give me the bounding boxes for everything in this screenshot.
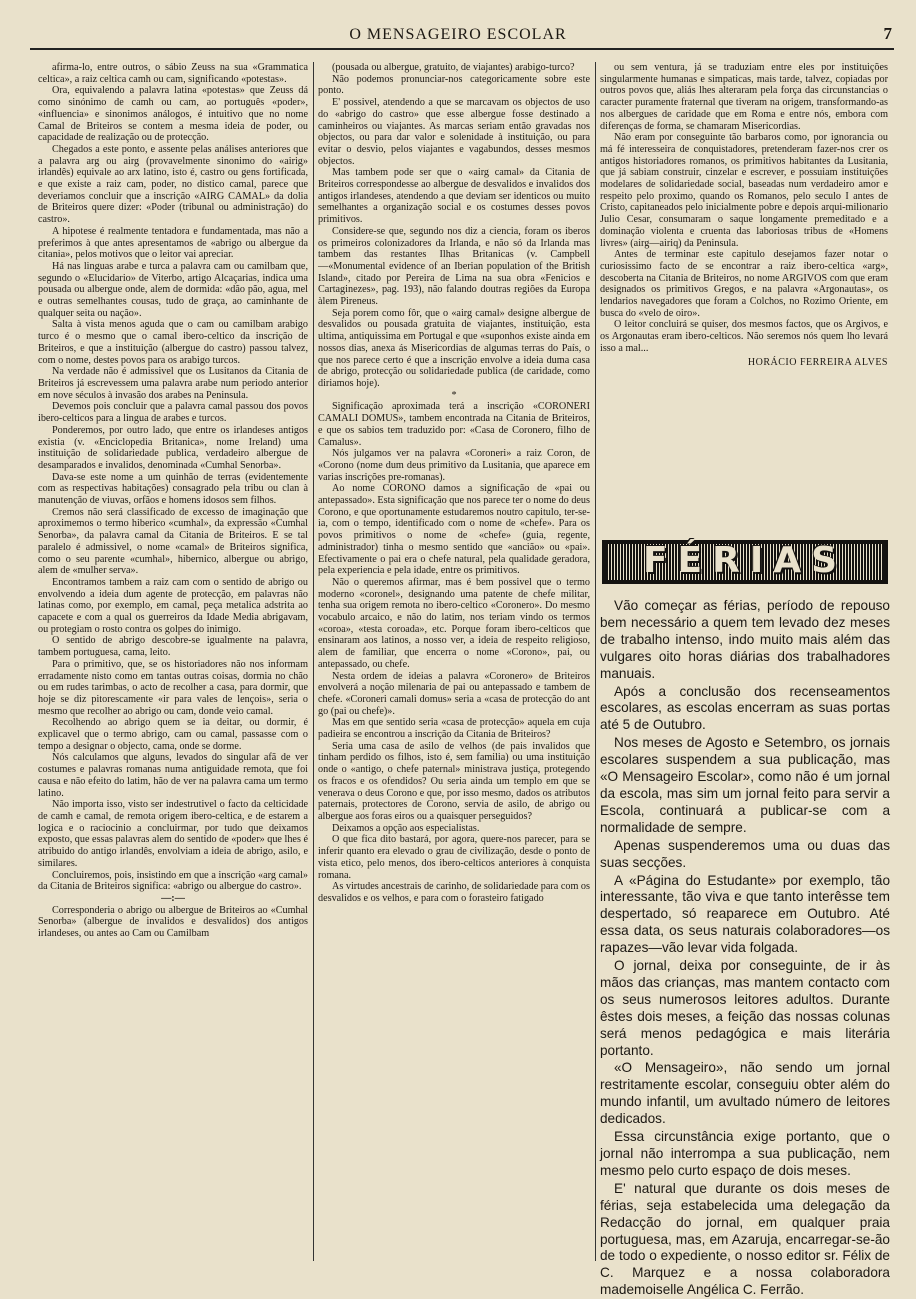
page-number: 7 [883, 24, 892, 43]
paragraph: O que fica dito bastará, por agora, quere-nos parecer, para se inferir quanto era elevado o grau de civilização, desde o ponto de vista etico, pelo menos, dos ibero-celticos anteriores à conquista romana. [318, 834, 590, 881]
paragraph: O jornal, deixa por conseguinte, de ir às mãos das crianças, mas mantem contacto com os seus numerosos leitores adultos. Durante êstes dois meses, a feição das nossas colunas será menos pedagógica e mais literária portanto. [600, 958, 890, 1058]
paragraph: Não eram por conseguinte tão barbaros como, por ignorancia ou má fé interesseira de conquistadores, pretenderam fazer-nos crer os antigos historiadores romanos, os primitivos habitantes da Lusitania, que já sabiam construir, cinzelar e escrever, e possuiam instituições modelares de solidariedade social, baseadas num verdadeiro amor e respeito pelo proximo, quando os Romanos, pelo seculo I antes de Cristo, capitaneados pelo inicialmente pobre e depois arqui-milionario Julio Cesar, consumaram o saque longamente premeditado e a dominação violenta e cruenta das laboriosas tribus de «Homens livres» (airg—airiq) da Peninsula. [600, 132, 888, 249]
paragraph: Nós calculamos que alguns, levados do singular afã de ver costumes e palavras romanas numa antiguidade remota, que foi causa e não efeito do latim, hão de ver na palavra cama um termo latino. [38, 752, 308, 799]
paragraph: Recolhendo ao abrigo quem se ia deitar, ou dormir, é explicavel que o termo abrigo, cam ou camal, passasse com o tempo a designar o objecto, cama, onde se dorme. [38, 717, 308, 752]
paragraph: O sentido de abrigo descobre-se igualmente na palavra, tambem portuguesa, cama, leito. [38, 635, 308, 659]
paragraph: Seja porem como fôr, que o «airg camal» designe albergue de desvalidos ou pousada gratuita de viajantes, instituição, esta ultima, antiquissima em Portugal e que «suponhos existe ainda em nossos dias, anexa ás Misericordias de algumas terras do País, o que nos parece certo é que a inscrição envolve a ideia duma casa de abrigo, protecção ou solidariedade publica (de caridade, como diriamos hoje). [318, 307, 590, 389]
paragraph: Nesta ordem de ideias a palavra «Coronero» de Briteiros envolverá a noção milenaria de pai ou antepassado e tambem de chefe. «Coroneri camali domus» seria a «casa de protecção do ant go (pai ou chefe)». [318, 670, 590, 717]
paragraph: Há nas linguas arabe e turca a palavra cam ou camilbam que, segundo o «Elucidario» de Viterbo, artigo Alcaçarias, indica uma pousada ou albergue onde, alem de dormida: «dão pão, agua, mel e outras semelhantes cousas, tudo de graça, ao caminhante de qualquer seita ou nação». [38, 260, 308, 319]
paragraph: Cremos não será classificado de excesso de imaginação que aproximemos o termo hiberico «cumhal», da expressão «Cumhal Senorba», da palavra camal da Citania de Briteiros. E se tal paralelo é admissivel, o nome «camal» de Briteiros significa, como o seu parente «cumhal», hibernico, albergue ou abrigo, alem de «mulher serva». [38, 506, 308, 577]
paragraph: Antes de terminar este capitulo desejamos fazer notar o curiosissimo facto de se encontrar a raiz ibero-celtica «arg», descoberta na Citania de Briteiros, no nome ARGIVOS com que eram designados os primitivos Gregos, e na palavra «Argonautas», os lendarios navegadores que foram a Colchos, no Rozimo Oriente, em busca do «velo de oiro». [600, 249, 888, 319]
paragraph: A «Página do Estudante» por exemplo, tão interessante, tão viva e que tanto interêsse tem despertado, só reaparece em Outubro. Até essa data, os seus naturais colaboradores—os rapazes—vão levar vida folgada. [600, 872, 890, 956]
paragraph: Não o queremos afirmar, mas é bem possivel que o termo moderno «coronel», designando uma patente de chefe militar, tenha sua origem remota no ibero-celtico «Coronero». Do mesmo vocabulo arcaico, e não do latim, nos teriam vindo os termos «coroa», «testa coroada», etc. Porque foram ibero-celticos que ensinaram aos latinos, a nosso ver, a ideia de respeito religioso, alem de familiar, que encerra o nome «Corono», pai, ou antepassado, ou chefe. [318, 576, 590, 670]
paragraph: Essa circunstância exige portanto, que o jornal não interrompa a sua publicação, nem mesmo pelo curto espaço de dois meses. [600, 1129, 890, 1178]
header-rule [30, 48, 894, 50]
paragraph: Nós julgamos ver na palavra «Coroneri» a raiz Coron, de «Corono (nome dum deus primitivo da Lusitania, que aparece em varias inscrições pre-romanas). [318, 448, 590, 483]
paragraph: Ora, equivalendo a palavra latina «potestas» que Zeuss dá como sinónimo de camh ou cam, ao português «poder», «influencia» e sinonimos análogos, é intuitivo que no nome Camal de Briteiros se contem a mesma ideia de poder, ou capacidade de realização ou de protecção. [38, 85, 308, 144]
ferias-banner [602, 540, 888, 584]
paragraph: Para o primitivo, que, se os historiadores não nos informam erradamente nisto como em tantas outras coisas, dormia no chão ou em rudes tarimbas, o acto de recolher a casa, para dormir, que hoje se diz pitorescamente «ir para vales de lençois», seria o mesmo que recolher ao abrigo ou cam, donde veio camal. [38, 658, 308, 717]
article-column-1 [38, 62, 308, 1265]
paragraph: Considere-se que, segundo nos diz a ciencia, foram os iberos os primeiros colonizadores da Irlanda, e não só da Irlanda mas tambem das restantes Ilhas Britanicas (v. Campbell—«Monumental evidence of an Iberian population of the British Island», citado por Pereira de Lima na sua obra «Fenicios e Cartaginezes», pag. 193), não falando doutras regiões da Europa àlem Pireneus. [318, 225, 590, 308]
paragraph: Ao nome CORONO damos a significação de «pai ou antepassado». Esta significação que nos parece ter o nome do deus Corono, e que oportunamente estudaremos noutro capitulo, ter-se-ia, com o tempo, identificado com o nome de «chefe». Para os povos primitivos o nome de «chefe» (guia, regente, administrador) tinha o mesmo sentido que «ancião» ou «pai». Efectivamente o pai era o chefe natural, pela qualidade geradora, pela experiencia e pela idade, entre os primitivos. [318, 483, 590, 577]
paragraph: As virtudes ancestrais de carinho, de solidariedade para com os desvalidos e os velhos, e para com o forasteiro fatigado [318, 881, 590, 904]
page-header [0, 20, 916, 50]
section-separator: —:— [161, 892, 185, 904]
paragraph: A hipotese é realmente tentadora e fundamentada, mas não a preferimos à que antes apresentamos de «abrigo ou albergue da citania», pelos motivos que o leitor vai apreciar. [38, 225, 308, 261]
paragraph: O leitor concluirá se quiser, dos mesmos factos, que os Argivos, e os Argonautas eram ibero-celticos. Não seremos nós quem lho levará isso a mal... [600, 319, 888, 354]
author-signature: HORÁCIO FERREIRA ALVES [747, 356, 888, 368]
paragraph: Vão começar as férias, período de repouso bem necessário a quem tem levado dez meses de trabalho intenso, indo muito mais além das vulgares oito horas diárias dos trabalhadores manuais. [600, 598, 890, 681]
paragraph: Devemos pois concluir que a palavra camal passou dos povos ibero-celticos para a lingua de arabes e turcos. [38, 401, 308, 425]
paragraph: ou sem ventura, já se traduziam entre eles por instituições singularmente humanas e simpaticas, mais tarde, talvez, copiadas por outros povos que, aliás lhes alteraram pela força das circunstancias o caracter puramente fraternal que tiveram na origem, transformando-as nos albergues de caridade que em Roma e entre nós, embora com diferenças de forma, se chamaram Misericordias. [600, 62, 888, 132]
paragraph: Encontramos tambem a raiz cam com o sentido de abrigo ou envolvendo a ideia dum agente de protecção, em palavras não latinas como, por exemplo, em camal, peça metalica adstrita ao capacete e com a qual os guerreiros da Idade Media abrigavam, ou protegiam o rosto contra os golpes do inimigo. [38, 576, 308, 635]
paragraph: Deixamos a opção aos especialistas. [332, 822, 480, 834]
paragraph: afirma-lo, entre outros, o sábio Zeuss na sua «Grammatica celtica», a raiz celtica camh ou cam, significando «potestas». [38, 62, 308, 85]
paragraph: Chegados a este ponto, e assente pelas análises anteriores que a palavra arg ou airg (provavelmente sinonimo do «airig» irlandês) equivale ao arx latino, isto é, castro ou gens fortificada, e que existe a raiz cam, poder, no distico camal, parece que deveriamos concluir que a inscrição «AIRG CAMAL» da dolia de Briteiros quere dizer: «Poder (tribunal ou administração) do castro». [38, 143, 308, 226]
paragraph: «O Mensageiro», não sendo um jornal restritamente escolar, conseguiu obter além do mundo infantil, um avultado número de leitores dedicados. [600, 1060, 890, 1127]
paragraph: E' natural que durante os dois meses de férias, seja estabelecida uma delegação da Redacção do jornal, em qualquer praia portuguesa, mas, em Azaruja, encarregar-se-ão de todo o expediente, o nosso editor sr. Félix de C. Marquez e a nossa colaboradora mademoiselle Angélica C. Ferrão. [600, 1180, 890, 1298]
article-column-3 [600, 62, 888, 524]
paragraph: Concluiremos, pois, insistindo em que a inscrição «arg camal» da Citania de Briteiros significa: «abrigo ou albergue do castro». [38, 869, 308, 893]
paragraph: Apenas suspenderemos uma ou duas das suas secções. [600, 837, 890, 870]
paragraph: Ponderemos, por outro lado, que entre os irlandeses antigos existia (v. «Enciclopedia Britanica», nome Ireland) uma instituição de solidariedade publica, verdadeiro albergue de desamparados e invalidos, denominada «Cumhal Senorba». [38, 424, 308, 471]
section-separator: * [451, 389, 457, 401]
paragraph: Não importa isso, visto ser indestrutivel o facto da celticidade de camh e camal, de remota origem ibero-celtica, e de estarem a logica e o raciocinio a concluirmar, por tudo que deixamos exposto, que essas palavras alem do sentido de «poder» que lhes é atribuido do antigo irlandês, envolviam a ideia de abrigo, asilo, e similares. [38, 799, 308, 869]
ferias-heading: FÉRIAS [642, 540, 848, 581]
paragraph: Corresponderia o abrigo ou albergue de Briteiros ao «Cumhal Senorba» (albergue de invalidos e desvalidos) dos antigos irlandeses, ou antes ao Cam ou Camilbam [38, 904, 308, 940]
paragraph: Dava-se este nome a um quinhão de terras (evidentemente com as respectivas habitações) consagrado pela tribu ou clan à manutenção de viuvas, orfãos e homens idosos sem filhos. [38, 471, 308, 507]
paragraph: Significação aproximada terá a inscrição «CORONERI CAMALI DOMUS», tambem encontrada na Citania de Briteiros, e que os sabios tem traduzido por: «Casa de Coronero, filho de Camalus». [318, 401, 590, 448]
running-title: O MENSAGEIRO ESCOLAR [349, 26, 567, 43]
paragraph: Mas em que sentido seria «casa de protecção» aquela em cuja padieira se encontrou a inscrição da Citania de Briteiros? [318, 717, 590, 741]
ferias-article [600, 598, 890, 1298]
paragraph: Não podemos pronunciar-nos categoricamente sobre este ponto. [318, 73, 590, 97]
paragraph: Nos meses de Agosto e Setembro, os jornais escolares suspendem a sua publicação, mas «O Mensageiro Escolar», como não é um jornal da escola, mas sim um jornal feito para servir a Escola, continuará a publicar-se com a normalidade de sempre. [600, 735, 890, 835]
column-divider-2 [595, 62, 596, 1261]
paragraph: Seria uma casa de asilo de velhos (de pais invalidos que tinham perdido os filhos, isto é, sem familia) ou uma instituição onde o «antigo, o chefe paternal» ministrava justiça, protegendo os fracos e os ofendidos? Ou seria ainda um templo em que se venerava o deus Corono e que, por isso mesmo, dados os atributos paternais, protectores de Corono, servia de asilo, de abrigo ou albergue aos foras eiros ou a quaisquer perseguidos? [318, 740, 590, 822]
column-divider-1 [313, 62, 314, 1261]
paragraph: Na verdade não é admissivel que os Lusitanos da Citania de Briteiros já escrevessem uma palavra arabe num periodo anterior em nove séculos à invasão dos arabes na Peninsula. [38, 366, 308, 401]
article-column-2 [318, 62, 590, 1265]
paragraph: (pousada ou albergue, gratuito, de viajantes) arabigo-turco? [332, 62, 575, 73]
paragraph: Após a conclusão dos recenseamentos escolares, as escolas encerram as suas portas até 5 de Outubro. [600, 683, 890, 733]
paragraph: Mas tambem pode ser que o «airg camal» da Citania de Briteiros correspondesse ao albergue de desvalidos e invalidos dos antigos irlandeses, atendendo a que deviam ser identicos ou muito semelhantes a organização social e os costumes desses povos primitivos. [318, 167, 590, 226]
paragraph: E' possivel, atendendo a que se marcavam os objectos de uso do «abrigo do castro» que esse albergue fosse destinado a caminheiros ou viajantes. As marcas seriam então gravadas nos objectos, ou para dar valor e solenidade à instituição, ou para evitar o desvio, pelos viajantes e vagabundos, desses mesmos objectos. [318, 97, 590, 167]
paragraph: Salta à vista menos aguda que o cam ou camilbam arabigo turco é o mesmo que o camal ibero-celtico da inscrição de Briteiros, e que a instituição (albergue do castro) passou talvez, com o nome, destes povos para os arabigo turcos. [38, 319, 308, 366]
